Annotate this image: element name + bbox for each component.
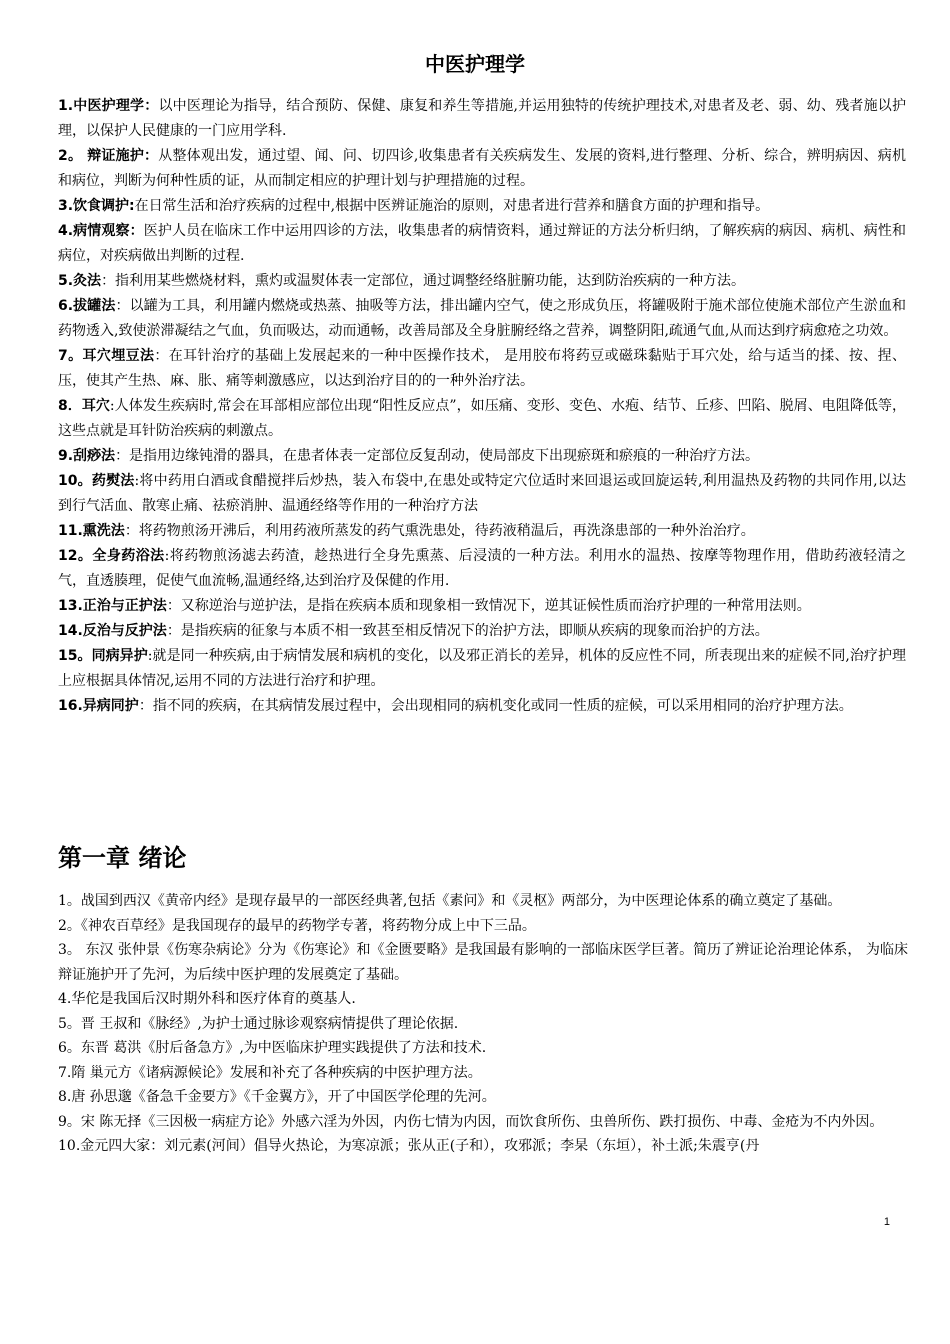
glossary-term: 12。全身药浴法	[58, 548, 165, 564]
document-title: 中医护理学	[425, 52, 525, 76]
glossary-entry	[58, 269, 906, 294]
glossary-definition: ：指不同的疾病，在其病情发展过程中，会出现相同的病机变化或同一性质的症候，可以采用相同的治疗护理方法。	[138, 698, 853, 714]
glossary-definition: 从整体观出发，通过望、闻、问、切四诊,收集患者有关疾病发生、发展的资料,进行整理、分析、综合，辨明病因、病机和病位，判断为何种性质的证，从而制定相应的护理计划与护理措施的过程。	[58, 148, 906, 189]
glossary-term: 10。药熨法	[58, 473, 135, 489]
page-number: 1	[883, 1216, 890, 1228]
glossary-definition: ：是指用边缘钝滑的器具，在患者体表一定部位反复刮动，使局部皮下出现瘀斑和瘀痕的一种治疗方法。	[115, 448, 760, 464]
glossary-term: 14.反治与反护法	[58, 623, 167, 639]
glossary-entry	[58, 294, 906, 344]
glossary-definition: ：是指疾病的征象与本质不相一致甚至相反情况下的治护方法，即顺从疾病的现象而治护的方法。	[166, 623, 769, 639]
glossary-definition: ：以罐为工具，利用罐内燃烧或热蒸、抽吸等方法，排出罐内空气，使之形成负压，将罐吸附于施术部位使施术部位产生淤血和药物透入,致使淤滞凝结之气血，负而吸达，动而通畅，改善局部及全身脏腑经络之营养，调整阴阳,疏通气血,从而达到疗病愈疮之功效。	[58, 298, 906, 339]
glossary-term: 13.正治与正护法	[58, 598, 167, 614]
history-item: 5。晋 王叔和《脉经》,为护士通过脉诊观察病情提供了理论依据.	[58, 1015, 459, 1032]
glossary-entry	[58, 594, 906, 619]
glossary-entry	[58, 219, 906, 269]
glossary-term: 1.中医护理学：	[58, 98, 159, 114]
glossary-entry	[58, 194, 906, 219]
glossary-entry	[58, 344, 906, 394]
history-item: 3。 东汉 张仲景《伤寒杂病论》分为《伤寒论》和《金匮要略》是我国最有影响的一部临床医学巨著。简历了辨证论治理论体系， 为临床辩证施护开了先河，为后续中医护理的发展奠定了基础。	[58, 942, 908, 983]
glossary-entry	[58, 144, 906, 194]
glossary-term: 11.熏洗法	[58, 523, 125, 539]
glossary-entry	[58, 394, 906, 444]
glossary-definition: ：又称逆治与逆护法，是指在疾病本质和现象相一致情况下，逆其证候性质而治疗护理的一种常用法则。	[166, 598, 811, 614]
glossary-entry	[58, 469, 906, 519]
glossary-definition: :人体发生疾病时,常会在耳部相应部位出现“阳性反应点”，如压痛、变形、变色、水疱、结节、丘疹、凹陷、脱屑、电阻降低等，这些点就是耳针防治疾病的刺激点。	[58, 398, 906, 439]
glossary-term: 15。同病异护	[58, 648, 148, 664]
glossary-definition: :将中药用白酒或食醋搅拌后炒热，装入布袋中,在患处或特定穴位适时来回退运或回旋运转,利用温热及药物的共同作用,以达到行气活血、散寒止痛、祛瘀消肿、温通经络等作用的一种治疗方法	[58, 473, 906, 514]
glossary-term: 6.拔罐法	[58, 298, 116, 314]
history-item: 9。宋 陈无择《三因极一病症方论》外感六淫为外因，内伤七情为内因，而饮食所伤、虫兽所伤、跌打损伤、中毒、金疮为不内外因。	[58, 1113, 884, 1130]
history-item: 4.华佗是我国后汉时期外科和医疗体育的奠基人.	[58, 991, 356, 1007]
history-item: 1。战国到西汉《黄帝内经》是现存最早的一部医经典著,包括《素问》和《灵枢》两部分，为中医理论体系的确立奠定了基础。	[58, 893, 842, 909]
history-item: 8.唐 孙思邈《备急千金要方》《千金翼方》，开了中国医学伦理的先河。	[58, 1089, 496, 1105]
glossary-term: 4.病情观察：	[58, 223, 144, 239]
glossary-term: 5.灸法	[58, 273, 102, 289]
glossary-definition: ：在耳针治疗的基础上发展起来的一种中医操作技术， 是用胶布将药豆或磁珠黏贴于耳穴处，给与适当的揉、按、捏、压，使其产生热、麻、胀、痛等刺激感应，以达到治疗目的的一种外治疗法。	[58, 348, 906, 389]
glossary-entry	[58, 644, 906, 694]
glossary-definition: ：将药物煎汤开沸后，利用药液所蒸发的药气熏洗患处，待药液稍温后，再洗涤患部的一种外治治疗。	[124, 523, 755, 539]
glossary-entry	[58, 519, 906, 544]
glossary-entry	[58, 94, 906, 144]
glossary-definition: :将药物煎汤滤去药渣，趁热进行全身先熏蒸、后浸渍的一种方法。利用水的温热、按摩等物理作用，借助药液轻清之气，直透腠理，促使气血流畅,温通经络,达到治疗及保健的作用.	[58, 548, 907, 589]
glossary-term: 3.饮食调护:	[58, 198, 135, 214]
glossary-definition: 以中医理论为指导，结合预防、保健、康复和养生等措施,并运用独特的传统护理技术,对患者及老、弱、幼、残者施以护理，以保护人民健康的一门应用学科.	[58, 98, 906, 139]
glossary-entry	[58, 444, 906, 469]
history-item: 10.金元四大家：刘元素(河间）倡导火热论，为寒凉派；张从正(子和），攻邪派；李杲（东垣），补土派;朱震亨(丹	[58, 1138, 760, 1154]
glossary-section	[58, 94, 906, 719]
glossary-entry	[58, 619, 906, 644]
glossary-term: 9.刮痧法	[58, 448, 116, 464]
history-item: 6。东晋 葛洪《肘后备急方》,为中医临床护理实践提供了方法和技术.	[58, 1040, 487, 1056]
glossary-term: 16.异病同护	[58, 698, 139, 714]
chapter-heading: 第一章 绪论	[58, 844, 187, 872]
glossary-definition: :就是同一种疾病,由于病情发展和病机的变化，以及邪正消长的差异，机体的反应性不同，所表现出来的症候不同,治疗护理上应根据具体情况,运用不同的方法进行治疗和护理。	[58, 648, 907, 689]
glossary-entry	[58, 694, 906, 719]
glossary-term: 7。耳穴埋豆法	[58, 348, 155, 364]
glossary-definition: 在日常生活和治疗疾病的过程中,根据中医辨证施治的原则，对患者进行营养和膳食方面的护理和指导。	[134, 198, 770, 214]
history-item: 2。《神农百草经》是我国现存的最早的药物学专著，将药物分成上中下三品。	[58, 917, 536, 934]
glossary-definition: 医护人员在临床工作中运用四诊的方法，收集患者的病情资料，通过辩证的方法分析归纳，了解疾病的病因、病机、病性和病位，对疾病做出判断的过程.	[58, 223, 906, 264]
history-item: 7.隋 巢元方《诸病源候论》发展和补充了各种疾病的中医护理方法。	[58, 1064, 482, 1081]
chapter-items	[58, 889, 908, 1159]
glossary-term: 8．耳穴	[58, 398, 110, 414]
glossary-definition: ：指利用某些燃烧材料，熏灼或温熨体表一定部位，通过调整经络脏腑功能，达到防治疾病的一种方法。	[101, 273, 746, 289]
glossary-entry	[58, 544, 906, 594]
glossary-term: 2。 辩证施护：	[58, 148, 159, 164]
